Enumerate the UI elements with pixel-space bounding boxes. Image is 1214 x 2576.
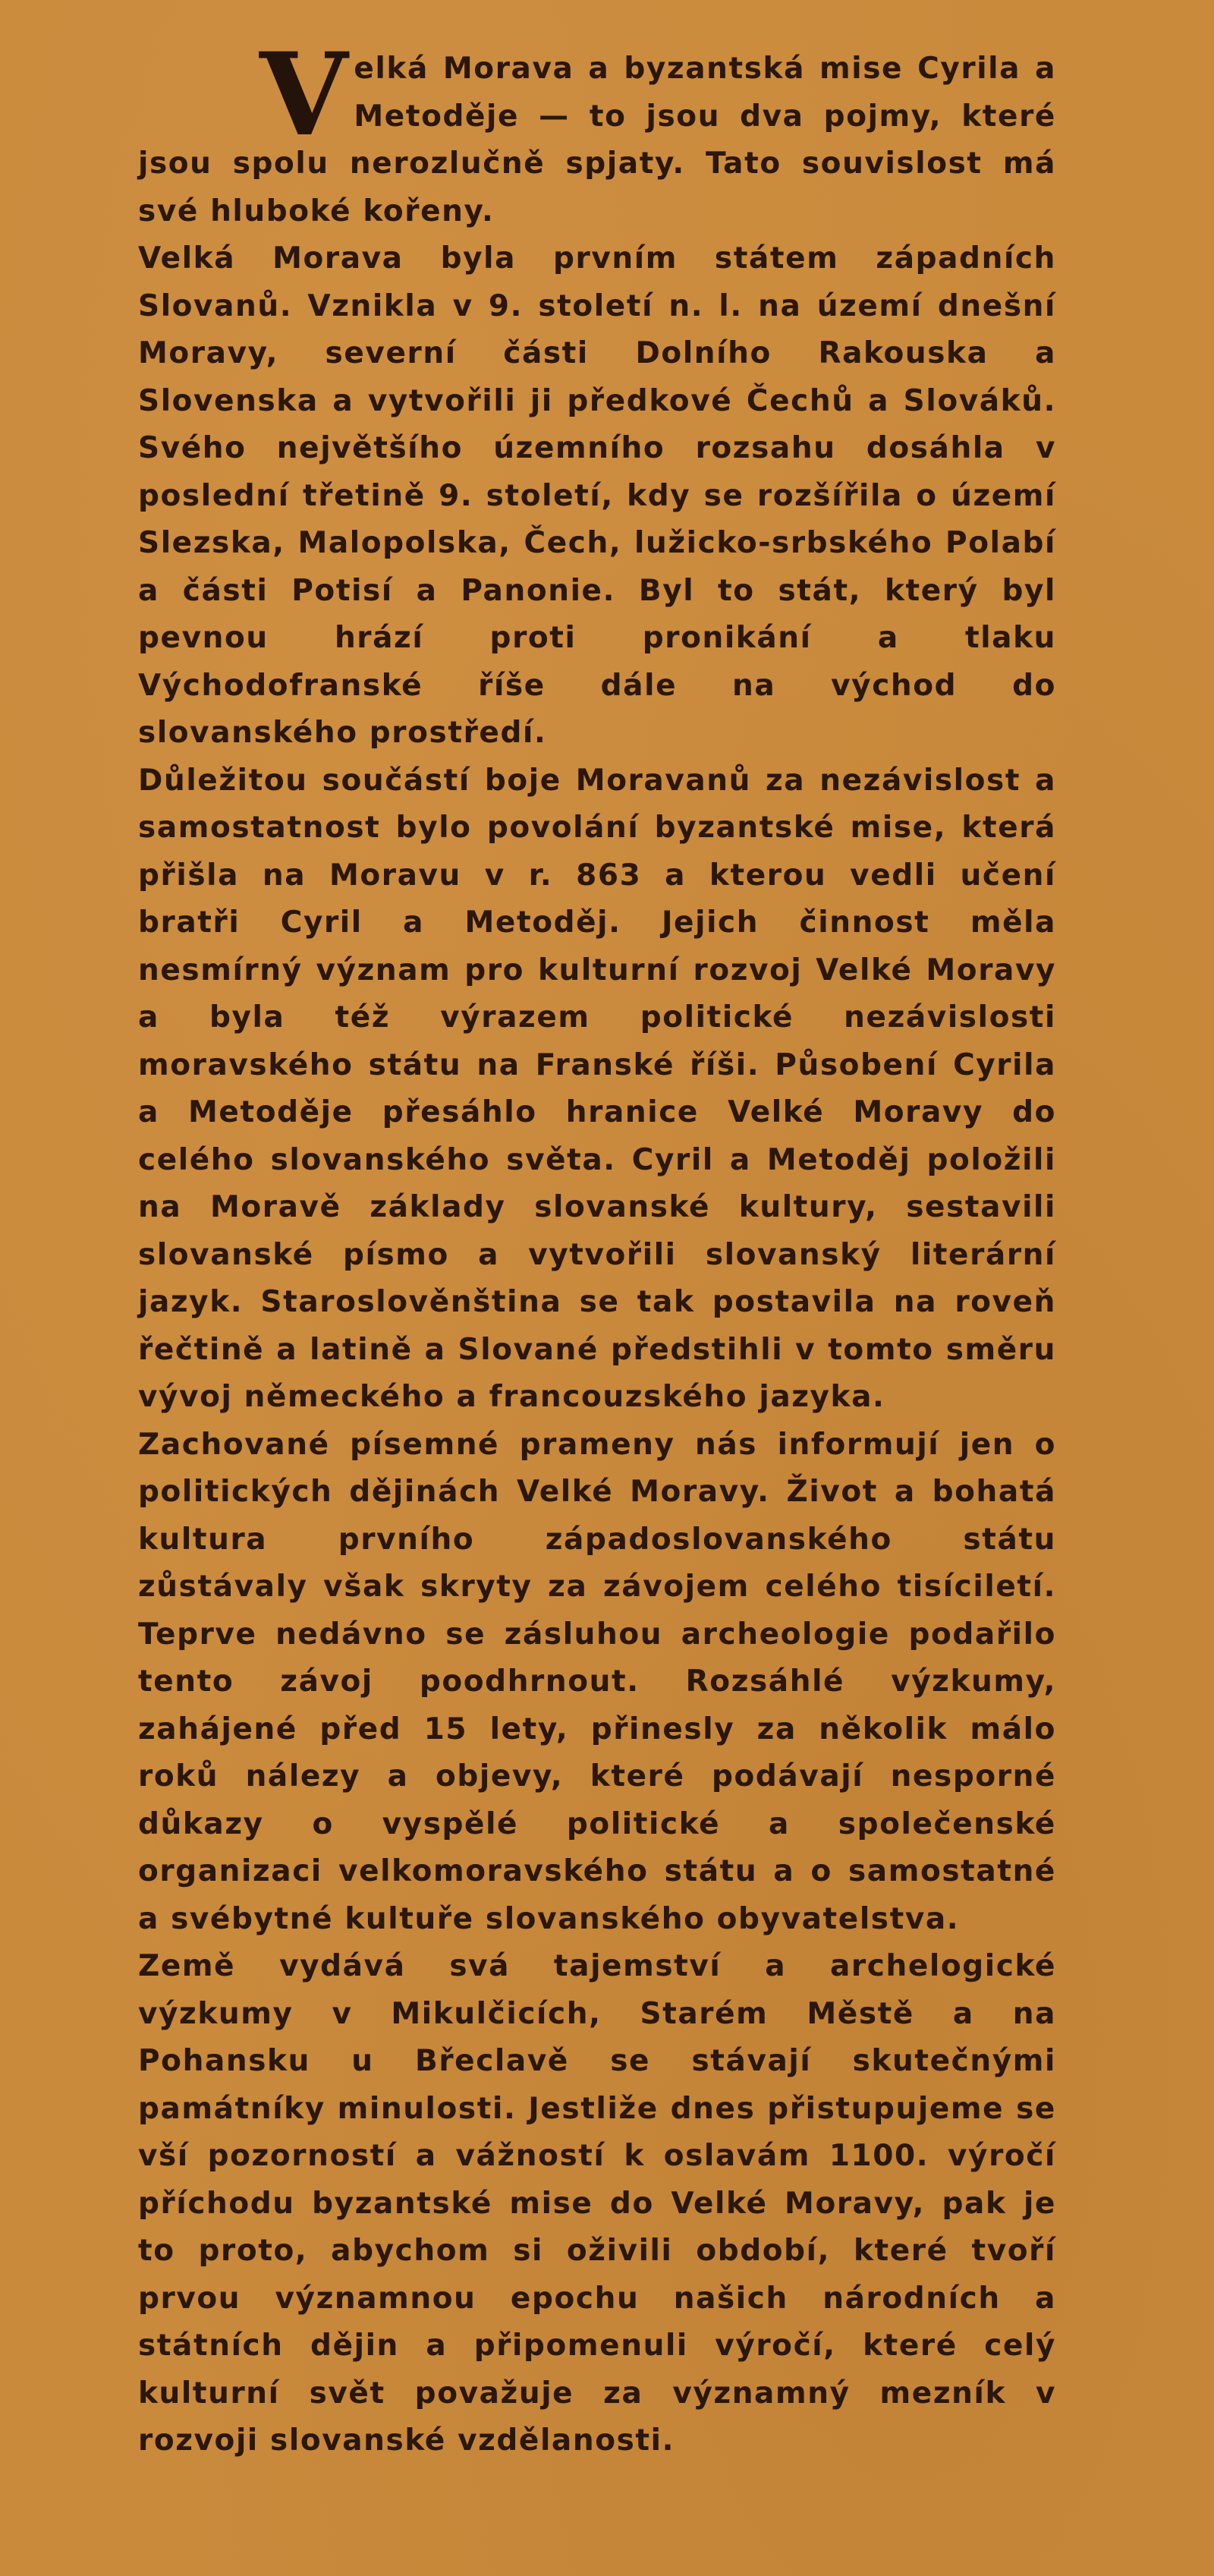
paragraph-byzantine-mission: Důležitou součástí boje Moravanů za nezávislost a samostatnost bylo povolání byzantské mise, která přišla na Moravu v r. 863 a kterou vedli učení bratři Cyril a Metoděj. Jejich činnost měla nesmírný význam pro kulturní rozvoj Velké Moravy a byla též výrazem politické nezávislosti moravského státu na Franské říši. Působení Cyrila a Metoděje přesáhlo hranice Velké Moravy do celého slovanského světa. Cyril a Metoděj položili na Moravě základy slovanské kultury, sestavili slovanské písmo a vytvořili slovanský literární jazyk. Staroslověnština se tak postavila na roveň řečtině a latině a Slované předstihli v tomto směru vývoj německého a francouzského jazyka.: [138, 763, 1056, 1414]
article-body: [138, 28, 1056, 2465]
paragraph-archaeology: Zachované písemné prameny nás informují jen o politických dějinách Velké Moravy. Život a bohatá kultura prvního západoslovanského státu zůstávaly však skryty za závojem celého tisíciletí. Teprve nedávno se zásluhou archeologie podařilo tento závoj poodhrnout. Rozsáhlé výzkumy, zahájené před 15 lety, přinesly za několik málo roků nálezy a objevy, které podávají nesporné důkazy o vyspělé politické a společenské organizaci velkomoravského státu a o samostatné a svébytné kultuře slovanského obyvatelstva.: [138, 1427, 1056, 1936]
paragraph-great-moravia: Velká Morava byla prvním státem západních Slovanů. Vznikla v 9. století n. l. na území dnešní Moravy, severní části Dolního Rakouska a Slovenska a vytvořili ji předkové Čechů a Slováků. Svého největšího územního rozsahu dosáhla v poslední třetině 9. století, kdy se rozšířila o území Slezska, Malopolska, Čech, lužicko-srbského Polabí a části Potisí a Panonie. Byl to stát, který byl pevnou hrází proti pronikání a tlaku Východofranské říše dále na východ do slovanského prostředí.: [138, 241, 1056, 750]
paragraph-anniversary: Země vydává svá tajemství a archelogické výzkumy v Mikulčicích, Starém Městě a na Pohansku u Břeclavě se stávají skutečnými památníky minulosti. Jestliže dnes přistupujeme se vší pozorností a vážností k oslavám 1100. výročí příchodu byzantské mise do Velké Moravy, pak je to proto, abychom si oživili období, které tvoří prvou významnou epochu našich národních a státních dějin a připomenuli výročí, které celý kulturní svět považuje za významný mezník v rozvoji slovanské vzdělanosti.: [138, 1949, 1056, 2458]
intro-paragraph-text: elká Morava a byzantská mise Cyrila a Metoděje — to jsou dva pojmy, které jsou spolu nerozlučně spjaty. Tato souvislost má své hluboké kořeny.: [138, 52, 1056, 228]
drop-cap: V: [259, 28, 348, 162]
intro-paragraph: [138, 28, 1056, 235]
